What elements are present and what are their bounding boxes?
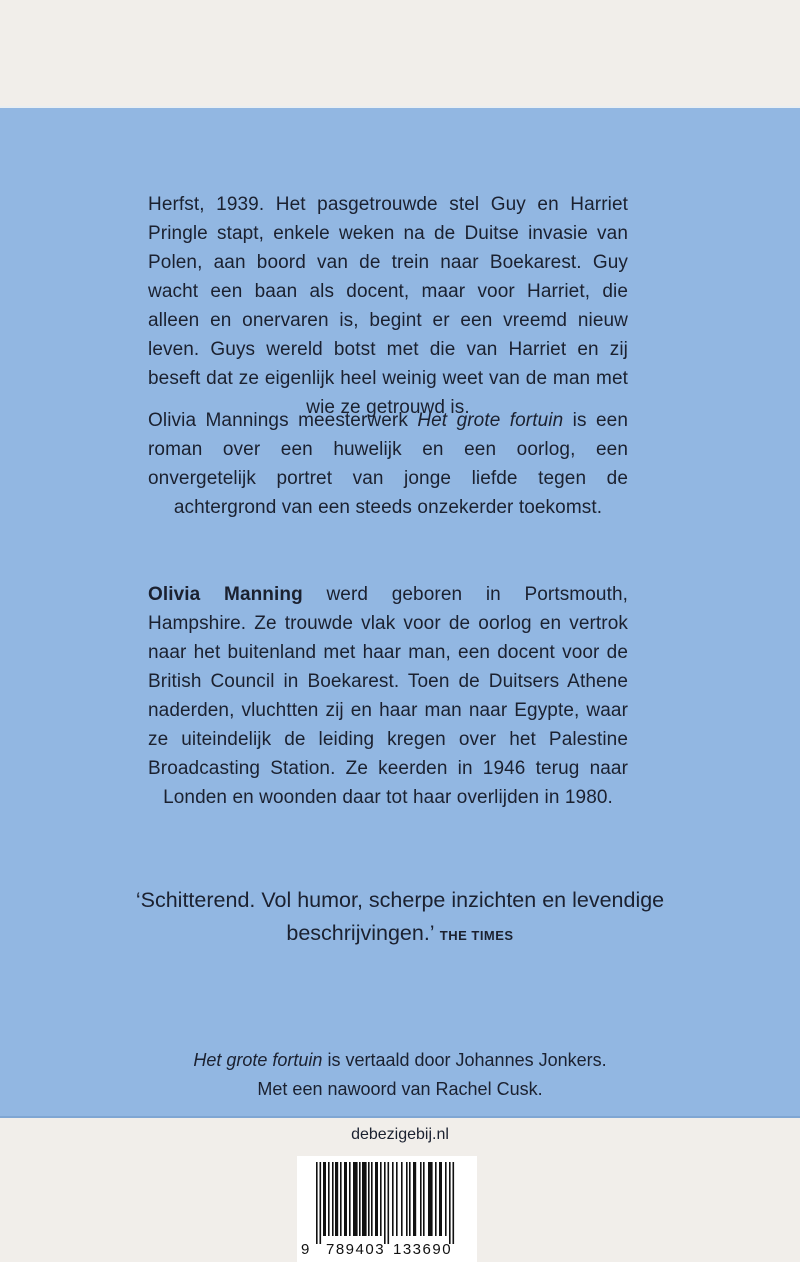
author-bio [148,580,628,812]
afterword-credit: Met een nawoord van Rachel Cusk. [257,1079,543,1099]
translation-credits [100,1046,700,1104]
translator-credit: is vertaald door Johannes Jonkers. [322,1050,607,1070]
publisher-website: debezigebij.nl [351,1126,449,1143]
praise-text-start: Olivia Mannings meesterwerk [148,410,418,431]
isbn-first-digit: 9 [301,1241,310,1258]
isbn-barcode [297,1156,477,1262]
review-quote [100,884,700,952]
praise-text-end: is een roman over een huwelijk en een oorlog, een onvergetelijk portret van jonge liefde tegen de achtergrond van een steeds onzekerder toekomst. [148,410,628,518]
quote-text: ‘Schitterend. Vol humor, scherpe inzichten en levendige beschrijvingen.’ [135,888,665,945]
credits-book-title: Het grote fortuin [193,1050,323,1070]
book-title: Het grote fortuin [417,410,564,431]
top-band [0,0,800,106]
isbn-right-digits: 133690 [393,1241,453,1258]
quote-source: THE TIMES [439,928,514,943]
praise-paragraph [148,406,628,522]
barcode-icon [297,1156,477,1262]
author-name: Olivia Manning [148,584,303,605]
author-bio-text: werd geboren in Portsmouth, Hampshire. Ze trouwde vlak voor de oorlog en vertrok naar het buitenland met haar man, een docent voor de British Council in Boekarest. Toen de Duitsers Athene naderden, vluchtten zij en haar man naar Egypte, waar ze uiteindelijk de leiding kregen over het Palestine Broadcasting Station. Ze keerden in 1946 terug naar Londen en woonden daar tot haar overlijden in 1980. [148,584,628,808]
isbn-left-digits: 789403 [326,1241,386,1258]
synopsis-paragraph: Herfst, 1939. Het pasgetrouwde stel Guy en Harriet Pringle stapt, enkele weken na de Duitse invasie van Polen, aan boord van de trein naar Boekarest. Guy wacht een baan als docent, maar voor Harriet, die alleen en onervaren is, begint er een vreemd nieuw leven. Guys wereld botst met die van Harriet en zij beseft dat ze eigenlijk heel weinig weet van de man met wie ze getrouwd is. [148,194,628,418]
blurb-panel [0,106,800,1118]
